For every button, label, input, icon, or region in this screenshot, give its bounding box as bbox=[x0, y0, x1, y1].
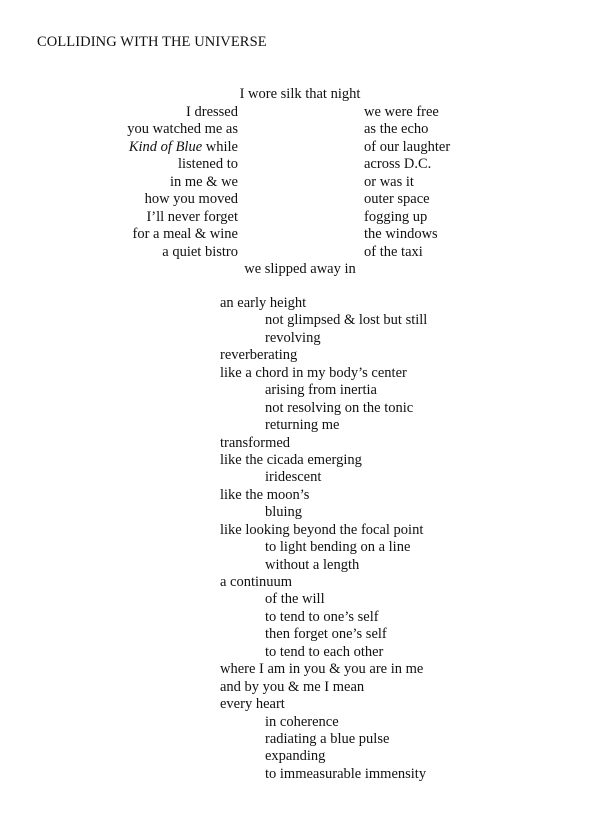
stanza-line: iridescent bbox=[265, 469, 322, 486]
right-line: or was it bbox=[364, 173, 414, 190]
stanza-line: to light bending on a line bbox=[265, 539, 411, 556]
stanza-line: like looking beyond the focal point bbox=[220, 521, 424, 538]
stanza-line: to tend to one’s self bbox=[265, 608, 379, 625]
stanza-line: bluing bbox=[265, 504, 303, 521]
left-line: I dressed bbox=[186, 103, 238, 120]
right-line: the windows bbox=[364, 226, 438, 242]
right-line: as the echo bbox=[364, 121, 429, 137]
stanza-line: returning me bbox=[265, 417, 340, 434]
left-line: I’ll never forget bbox=[146, 208, 238, 225]
stanza-line: a continuum bbox=[220, 574, 293, 590]
stanza-line: then forget one’s self bbox=[265, 626, 387, 643]
left-line: in me & we bbox=[169, 173, 238, 190]
right-line: outer space bbox=[364, 191, 430, 207]
right-line: fogging up bbox=[364, 208, 428, 225]
stanza-line: where I am in you & you are in me bbox=[220, 661, 424, 678]
stanza-line: not resolving on the tonic bbox=[265, 399, 414, 416]
stanza-line: of the will bbox=[265, 591, 325, 608]
left-line-kind-of-blue bbox=[127, 139, 238, 157]
poem-stanza bbox=[220, 295, 427, 783]
left-column bbox=[127, 104, 238, 262]
left-line: how you moved bbox=[144, 191, 238, 207]
left-line-suffix: while bbox=[205, 138, 238, 155]
right-line: across D.C. bbox=[364, 156, 432, 172]
stanza-line: not glimpsed & lost but still bbox=[265, 312, 428, 329]
poem-title: COLLIDING WITH THE UNIVERSE bbox=[37, 34, 267, 50]
stanza-line: to immeasurable immensity bbox=[265, 765, 427, 782]
right-line: of the taxi bbox=[364, 243, 423, 260]
stanza-line: an early height bbox=[220, 295, 307, 311]
left-line: for a meal & wine bbox=[132, 226, 238, 242]
stanza-line: like the moon’s bbox=[220, 486, 310, 503]
right-line: we were free bbox=[364, 103, 439, 120]
stanza-line: every heart bbox=[220, 696, 285, 713]
stanza-line: expanding bbox=[265, 748, 326, 765]
stanza-line: without a length bbox=[265, 556, 360, 573]
album-title: Kind of Blue bbox=[128, 138, 203, 155]
poem-closing-line: we slipped away in bbox=[244, 261, 356, 277]
stanza-line: like a chord in my body’s center bbox=[220, 364, 407, 381]
stanza-line: revolving bbox=[265, 329, 321, 346]
stanza-line: radiating a blue pulse bbox=[265, 730, 390, 747]
stanza-line: reverberating bbox=[220, 347, 298, 364]
stanza-line: arising from inertia bbox=[265, 382, 377, 399]
right-line: of our laughter bbox=[364, 138, 451, 155]
stanza-line: in coherence bbox=[265, 713, 339, 730]
left-line: a quiet bistro bbox=[162, 243, 238, 260]
stanza-line: to tend to each other bbox=[265, 643, 384, 660]
stanza-line: and by you & me I mean bbox=[220, 678, 365, 695]
stanza-line: like the cicada emerging bbox=[220, 451, 362, 468]
right-column bbox=[364, 104, 450, 262]
left-line: listened to bbox=[177, 156, 238, 172]
left-line: you watched me as bbox=[127, 121, 238, 137]
stanza-line: transformed bbox=[220, 434, 291, 451]
poem-opening-line: I wore silk that night bbox=[239, 86, 361, 102]
